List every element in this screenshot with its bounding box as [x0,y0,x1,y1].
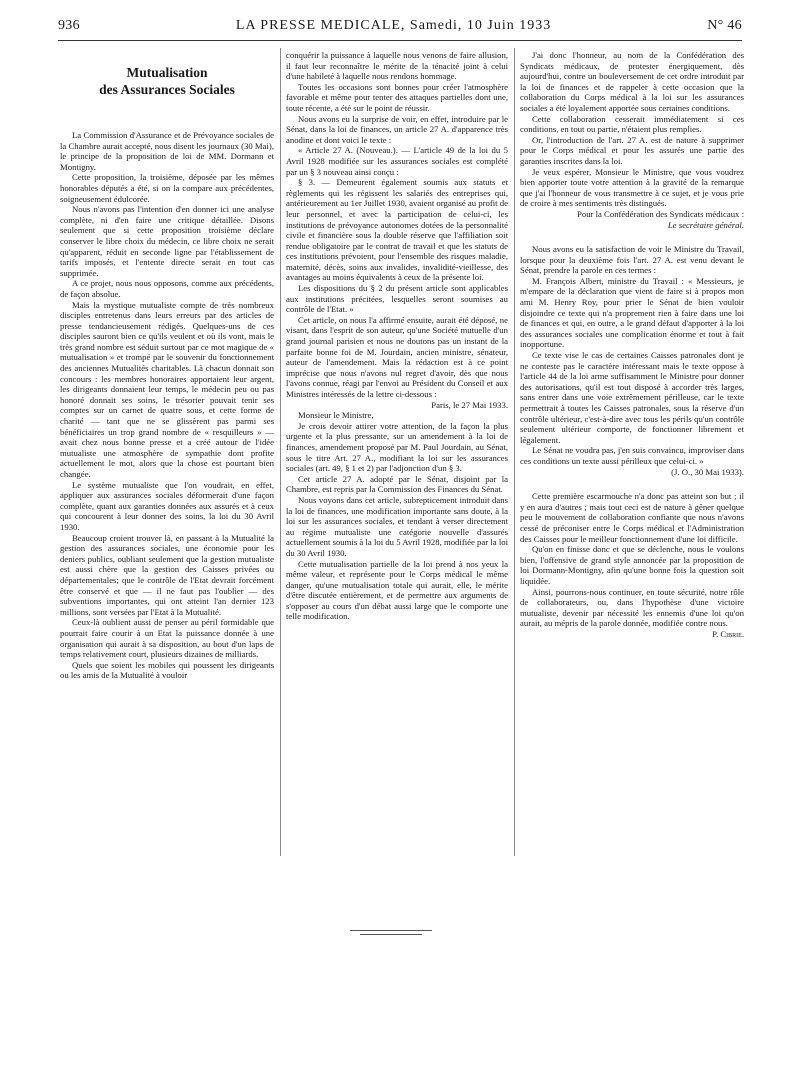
author-signature: P. Cibrie. [712,628,744,639]
column-1 [60,50,274,681]
paragraph: Le Sénat ne voudra pas, j'en suis convaincu, improviser dans ces conditions un texte aussi périlleux que celui-ci. » [520,445,744,466]
paragraph: Cette proposition, la troisième, déposée par les mêmes honorables députés a été, si on la compare aux précédentes, soigneusement édulcorée. [60,172,274,204]
paragraph: Ainsi, pourrons-nous continuer, en toute sécurité, notre rôle de collaborateurs, ou, dans l'hypothèse d'une victoire mutualiste, devenir par nécessité les ennemis d'une loi qu'on aurait, au mépris de la parole donnée, modifiée contre nous. [520,586,744,629]
paragraph: Nous avons eu la surprise de voir, en effet, introduire par le Sénat, dans la loi de finances, un article 27 A. d'apparence très anodine et dont voici le texte : [286,113,508,145]
paragraph: A ce projet, nous nous opposons, comme aux précédents, de façon absolue. [60,278,274,299]
letter-paragraph: Nous voyons dans cet article, subrepticement introduit dans la loi de finances, une modification importante sans doute, à la loi sur les assurances sociales, et tendant à verser directement au régime mutualiste une catégorie nouvelle d'assurés actuellement soumis à la loi du 5 Avril 1928, modifiée par la loi du 30 Avril 1930. [286,494,508,558]
paragraph: La Commission d'Assurance et de Prévoyance sociales de la Chambre aurait accepté, nous disent les journaux (30 Mai), le principe de la proposition de loi de MM. Dormann et Montigny. [60,130,274,172]
paragraph: Je veux espérer, Monsieur le Ministre, que vous voudrez bien apporter toute votre attention à la gravité de la remarque que j'ai l'honneur de vous transmettre à ce sujet, et je vous prie de croire à mes sentiments très distingués. [520,166,744,209]
letter-salutation: Monsieur le Ministre, [298,410,374,421]
header-rule [58,40,742,41]
paragraph: Beaucoup croient trouver là, en passant à la Mutualité la gestion des assurances sociales, une économie pour les deniers publics, oubliant seulement que la gestion mutualiste est aussi chère que la gestion des Caisses privées ou départementales; que le contrôle de l'Etat devrait forcément être conservé et que — il ne faut pas l'oublier — des subventions importantes, qui ont atteint l'an dernier 123 millions, sont versées par l'Etat à la Mutualité. [60,532,274,617]
article-title [60,64,274,98]
paragraph: « Article 27 A. (Nouveau.). — L'article 49 de la loi du 5 Avril 1928 modifiée sur les assurances sociales est complété par un § 3 nouveau ainsi conçu : [286,145,508,177]
paragraph: § 3. — Demeurent également soumis aux statuts et règlements qui les régissent les salariés des entreprises qui, antérieurement au 1er Juillet 1930, avaient organisé au profit de leur personnel, et avec la participation de celui-ci, les institutions de prévoyance autonomes dotées de la personnalité civile et financière sous la double réserve que l'affiliation soit rendue obligatoire par le contrat de travail et que les statuts de ces institutions prévoient, pour l'ensemble des risques maladie, maternité, décès, soins aux invalides, invalidité-vieillesse, des avantages au moins équivalents à ceux de la présente loi. [286,177,508,283]
end-rule [360,934,422,935]
column-2 [286,50,508,622]
column-divider [280,48,281,856]
paragraph: Ceux-là oublient aussi de penser au péril formidable que pourrait faire courir à un Etat la puissance donnée à une organisation qui aurait à sa disposition, au bout d'un laps de temps relativement court, plusieurs dizaines de milliards. [60,617,274,660]
paragraph: Nous avons eu la satisfaction de voir le Ministre du Travail, lorsque pour la deuxième fois l'art. 27 A. est venu devant le Sénat, prendre la parole en ces termes : [520,244,744,276]
paragraph: Nous n'avons pas l'intention d'en donner ici une analyse complète, ni d'en faire une critique détaillée. Disons seulement que si cette proposition troisième déclare conserver le libre choix du médecin, ce libre choix ne serait qu'apparent, réduit en seconde ligne par l'établissement de tarifs imposés, et l'entente directe serait en tout cas supprimée. [60,204,274,278]
paragraph: J'ai donc l'honneur, au nom de la Confédération des Syndicats médicaux, de protester énergiquement, dès aujourd'hui, contre un bouleversement de cet ordre introduit par la loi de finances et de rappeler à cette occasion que la collaboration du Corps médical à la loi sur les assurances sociales a été loyalement apportée sous certaines conditions. [520,50,744,113]
journal-title: LA PRESSE MEDICALE, Samedi, 10 Juin 1933 [235,18,552,33]
column-3 [520,50,744,639]
paragraph: Les dispositions du § 2 du présent article sont applicables aux institutions précitées, lesquelles seront soumises au contrôle de l'Etat. » [286,283,508,315]
letter-paragraph: Cet article 27 A. adopté par le Sénat, disjoint par la Chambre, est repris par la Commission des Finances du Sénat. [286,473,508,495]
page-header [58,18,742,40]
paragraph: M. François Albert, ministre du Travail : « Messieurs, je m'empare de la déclaration que vient de faire si à propos mon ami M. Henry Roy, pour prier le Sénat de bien vouloir disjoindre ce texte qui n'a proprement rien à faire dans une loi de finances et qui, en outre, a le grand défaut d'apporter à la loi des assurances sociales une complication énorme et tout à fait inopportune. [520,275,744,350]
paragraph: conquérir la puissance à laquelle nous venons de faire allusion, il faut leur reconnaître le mérite de la ténacité joint à celui d'une habileté à laquelle nous rendons hommage. [286,50,508,82]
letter-date: Paris, le 27 Mai 1933. [431,399,508,410]
paragraph: Qu'on en finisse donc et que se déclenche, nous le voulons bien, l'offensive de grand style annoncée par la proposition de loi Dormann-Montigny, afin qu'une bonne fois la question soit liquidée. [520,544,744,586]
paragraph: Mais la mystique mutualiste compte de très nombreux disciples entretenus dans leurs erreurs par des articles de presse tendancieusement rédigés. Quelques-uns de ces disciples sauront bien ce qu'ils veulent et où ils vont, mais le très grand nombre est séduit surtout par ce mot magique de « mutualisation » et trompé par le souvenir du fonctionnement des anciennes Mutualités charitables. Là chacun donnait son concours : les membres honoraires apportaient leur argent, les dirigeants donnaient leur temps, le médecin peu ou pas honoré donnait ses soins, le trésorier pouvait tenir ses comptes sur un carnet de quatre sous, et cette forme de charité — tant que ne se glissèrent pas parmi ses bénéficiaires un trop grand nombre de « resquilleurs » — avait chez nous bonne presse et a créé autour de l'idée mutualiste une atmosphère de sympathie dont profite actuellement le mot, alors que la chose est pourtant bien changée. [60,299,274,479]
article-title-line2: des Assurances Sociales [99,82,235,97]
article-title-line1: Mutualisation [126,65,208,80]
letter-signoff-line1: Pour la Confédération des Syndicats médicaux : [577,208,744,219]
letter-paragraph: Cette mutualisation partielle de la loi prend à nos yeux la même valeur, et représente pour le Corps médical le même danger, qu'une mutualisation totale qui aurait, elle, le mérite d'être discutée entièrement, et de permettre aux arguments de s'opposer au cours d'un débat aussi large que le comporte une telle modification. [286,558,508,622]
column-divider [514,48,515,856]
paragraph: Le système mutualiste que l'on voudrait, en effet, appliquer aux assurances sociales déformerait d'une façon complète, quant aux garanties données aux assurés et à ceux qui concourent à leur donner des soins, la loi du 30 Avril 1930. [60,479,274,532]
paragraph: Cette première escarmouche n'a donc pas atteint son but ; il y en aura d'autres ; mais tout ceci est de nature à gêner quelque peu le mouvement de collaboration confiante que nous n'avons cessé de préconiser entre le Corps médical et l'Administration des Caisses pour le meilleur fonctionnement d'une loi difficile. [520,491,744,544]
paragraph: Quels que soient les mobiles qui poussent les dirigeants ou les amis de la Mutualité à vouloir [60,659,274,681]
paragraph: Or, l'introduction de l'art. 27 A. est de nature à supprimer pour le Corps médical et pour les assurés une partie des garanties inscrites dans la loi. [520,134,744,166]
paragraph: Ce texte vise le cas de certaines Caisses patronales dont je ne conteste pas le caractère intéressant mais le texte oppose à l'article 44 de la loi arme suffisamment le Ministre pour donner des autorisations, qu'il est tout disposé à accorder très larges, sans entrer dans une voie extrêmement périlleuse, car le texte permettrait à toutes les Caisses patronales, sous la réserve d'un contrôle ultérieur, c'est-à-dire avec tous les périls qu'un contrôle seulement ultérieur comporte, de fonctionner librement et légalement. [520,350,744,445]
page-number: 936 [58,18,80,33]
paragraph: Toutes les occasions sont bonnes pour créer l'atmosphère favorable et même pour tenter des attaques partielles dont une, toute récente, a été sur le point de réussir. [286,81,508,113]
letter-paragraph: Je crois devoir attirer votre attention, de la façon la plus urgente et la plus pressante, sur un amendement à la loi de finances, amendement proposé par M. Paul Jourdain, au Sénat, sous le titre Art. 27 A., modifiant la loi sur les assurances sociales (art. 49, § 1 et 2) par l'adjonction d'un § 3. [286,420,508,474]
paragraph: Cet article, on nous l'a affirmé ensuite, aurait été déposé, ne visant, dans l'esprit de son auteur, qu'une Société mutuelle d'un grand journal parisien et nous ne doutons pas un instant de la parfaite bonne foi de M. Jourdain, ancien ministre, sénateur, auteur de l'amendement. Mais la rédaction est à ce point imprécise que nous n'avons nul regret d'avoir, dès que nous l'avons connue, réagi par l'envoi au Président du Conseil et aux Ministres intéressés de la lettre ci-dessous : [286,314,508,399]
issue-number: N° 46 [707,18,742,33]
paragraph: Cette collaboration cesserait immédiatement si ces conditions, en tout ou partie, n'étaient plus remplies. [520,113,744,135]
citation: (J. O., 30 Mai 1933). [671,466,744,477]
letter-signoff-line2: Le secrétaire général. [667,219,744,230]
end-rule [350,930,432,931]
